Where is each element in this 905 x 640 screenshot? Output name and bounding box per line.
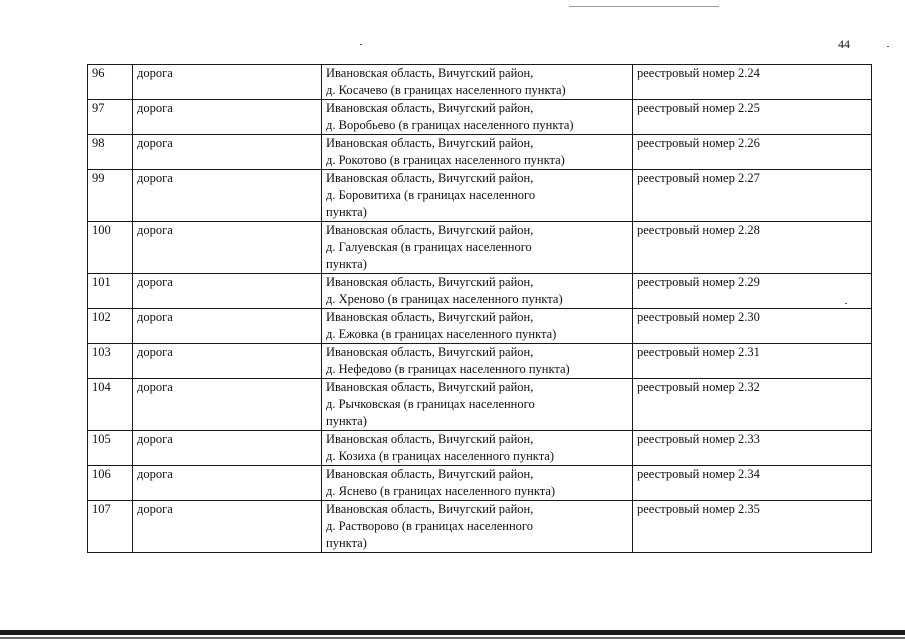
row-number-cell: 101: [88, 274, 133, 309]
registry-number-cell: реестровый номер 2.24: [633, 65, 872, 100]
registry-number-cell: реестровый номер 2.34: [633, 466, 872, 501]
row-number-cell: 105: [88, 431, 133, 466]
row-number-cell: 102: [88, 309, 133, 344]
table-row: [88, 501, 872, 553]
table-row: [88, 274, 872, 309]
object-type-cell: дорога: [133, 309, 322, 344]
object-type-cell: дорога: [133, 170, 322, 222]
object-type-cell: дорога: [133, 135, 322, 170]
location-cell: [322, 501, 633, 553]
table-row: [88, 135, 872, 170]
scan-artifact-line: [569, 6, 719, 7]
registry-number-cell: реестровый номер 2.29: [633, 274, 872, 309]
location-settlement: д. Галуевская (в границах населенного: [326, 240, 532, 254]
registry-number-cell: реестровый номер 2.33: [633, 431, 872, 466]
location-region: Ивановская область, Вичугский район,: [326, 275, 534, 289]
location-cell: [322, 309, 633, 344]
location-settlement: д. Нефедово (в границах населенного пункта): [326, 362, 570, 376]
object-type-cell: дорога: [133, 344, 322, 379]
location-cell: [322, 431, 633, 466]
location-cell: [322, 466, 633, 501]
registry-number-cell: реестровый номер 2.31: [633, 344, 872, 379]
location-region: Ивановская область, Вичугский район,: [326, 66, 534, 80]
row-number-cell: 107: [88, 501, 133, 553]
object-type-cell: дорога: [133, 501, 322, 553]
location-settlement: д. Хреново (в границах населенного пункта): [326, 292, 563, 306]
registry-number-cell: реестровый номер 2.28: [633, 222, 872, 274]
object-type-cell: дорога: [133, 466, 322, 501]
row-number-cell: 106: [88, 466, 133, 501]
scan-bottom-edge-thin: [0, 637, 905, 639]
location-settlement-cont: пункта): [326, 205, 367, 219]
table-row: [88, 170, 872, 222]
table-row: [88, 65, 872, 100]
scan-bottom-edge: [0, 630, 905, 635]
location-cell: [322, 222, 633, 274]
object-type-cell: дорога: [133, 222, 322, 274]
location-region: Ивановская область, Вичугский район,: [326, 345, 534, 359]
object-type-cell: дорога: [133, 431, 322, 466]
object-type-cell: дорога: [133, 274, 322, 309]
location-settlement: д. Рычковская (в границах населенного: [326, 397, 535, 411]
location-cell: [322, 100, 633, 135]
location-settlement: д. Ежовка (в границах населенного пункта): [326, 327, 557, 341]
location-settlement-cont: пункта): [326, 536, 367, 550]
row-number-cell: 97: [88, 100, 133, 135]
registry-number-cell: реестровый номер 2.35: [633, 501, 872, 553]
scan-speck: [360, 44, 362, 45]
scan-speck: [887, 46, 889, 47]
row-number-cell: 104: [88, 379, 133, 431]
table-row: [88, 309, 872, 344]
registry-number-cell: реестровый номер 2.25: [633, 100, 872, 135]
table-row: [88, 222, 872, 274]
location-region: Ивановская область, Вичугский район,: [326, 432, 534, 446]
table-row: [88, 344, 872, 379]
registry-number-cell: реестровый номер 2.27: [633, 170, 872, 222]
location-region: Ивановская область, Вичугский район,: [326, 380, 534, 394]
registry-number-cell: реестровый номер 2.32: [633, 379, 872, 431]
table-row: [88, 466, 872, 501]
location-settlement-cont: пункта): [326, 414, 367, 428]
location-settlement: д. Косачево (в границах населенного пункта): [326, 83, 566, 97]
row-number-cell: 103: [88, 344, 133, 379]
location-cell: [322, 65, 633, 100]
location-cell: [322, 274, 633, 309]
location-settlement: д. Воробьево (в границах населенного пункта): [326, 118, 574, 132]
page-number: 44: [838, 37, 850, 51]
location-region: Ивановская область, Вичугский район,: [326, 310, 534, 324]
location-region: Ивановская область, Вичугский район,: [326, 467, 534, 481]
row-number-cell: 98: [88, 135, 133, 170]
location-cell: [322, 135, 633, 170]
table-row: [88, 100, 872, 135]
row-number-cell: 96: [88, 65, 133, 100]
registry-number-cell: реестровый номер 2.26: [633, 135, 872, 170]
table-row: [88, 379, 872, 431]
road-registry-table: [87, 64, 872, 553]
location-region: Ивановская область, Вичугский район,: [326, 136, 534, 150]
location-cell: [322, 170, 633, 222]
location-settlement: д. Растворово (в границах населенного: [326, 519, 533, 533]
location-settlement-cont: пункта): [326, 257, 367, 271]
object-type-cell: дорога: [133, 379, 322, 431]
table-row: [88, 431, 872, 466]
registry-number-cell: реестровый номер 2.30: [633, 309, 872, 344]
row-number-cell: 100: [88, 222, 133, 274]
location-region: Ивановская область, Вичугский район,: [326, 223, 534, 237]
location-cell: [322, 379, 633, 431]
location-settlement: д. Рокотово (в границах населенного пункта): [326, 153, 565, 167]
object-type-cell: дорога: [133, 100, 322, 135]
location-settlement: д. Боровитиха (в границах населенного: [326, 188, 536, 202]
location-region: Ивановская область, Вичугский район,: [326, 171, 534, 185]
location-region: Ивановская область, Вичугский район,: [326, 502, 534, 516]
object-type-cell: дорога: [133, 65, 322, 100]
location-cell: [322, 344, 633, 379]
location-settlement: д. Козиха (в границах населенного пункта): [326, 449, 555, 463]
row-number-cell: 99: [88, 170, 133, 222]
location-region: Ивановская область, Вичугский район,: [326, 101, 534, 115]
table-body: [88, 65, 872, 553]
location-settlement: д. Ясневo (в границах населенного пункта): [326, 484, 556, 498]
